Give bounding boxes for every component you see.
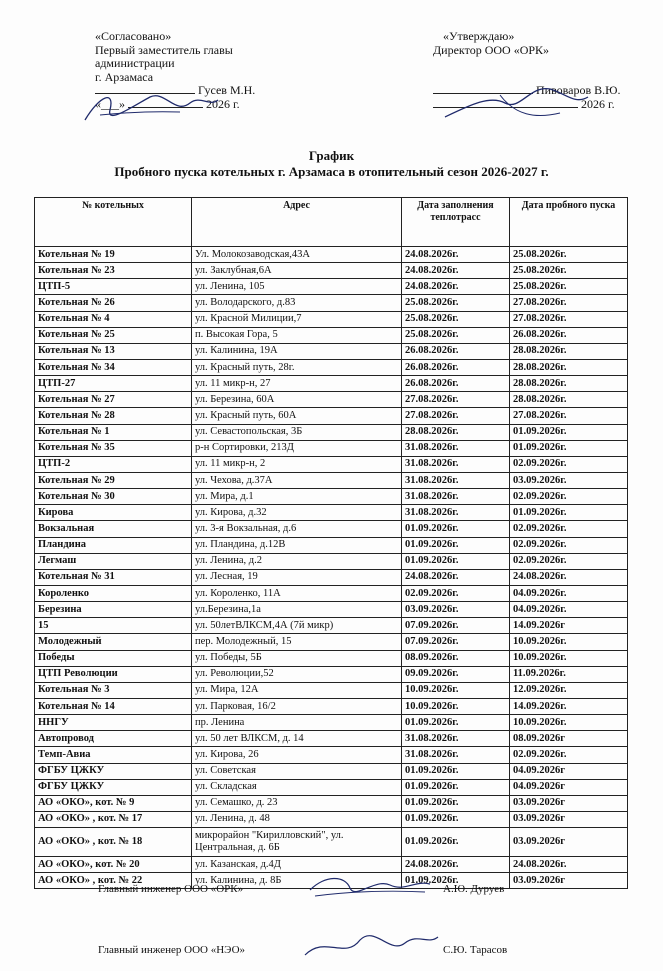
table-row xyxy=(35,456,628,472)
header-test-date: Дата пробного пуска xyxy=(510,198,628,247)
cell-fill-date: 01.09.2026г. xyxy=(402,811,510,827)
cell-boiler: Котельная № 25 xyxy=(35,327,192,343)
cell-fill-date: 24.08.2026г. xyxy=(402,569,510,585)
cell-test-date: 10.09.2026г. xyxy=(510,634,628,650)
table-row xyxy=(35,263,628,279)
cell-test-date: 01.09.2026г. xyxy=(510,424,628,440)
cell-test-date: 25.08.2026г. xyxy=(510,247,628,263)
cell-fill-date: 07.09.2026г. xyxy=(402,618,510,634)
cell-fill-date: 01.09.2026г. xyxy=(402,715,510,731)
cell-address: ул. Парковая, 16/2 xyxy=(192,698,402,714)
cell-fill-date: 09.09.2026г. xyxy=(402,666,510,682)
table-row xyxy=(35,747,628,763)
cell-test-date: 02.09.2026г. xyxy=(510,553,628,569)
cell-fill-date: 01.09.2026г. xyxy=(402,779,510,795)
approver-position-line2: администрации xyxy=(95,56,175,70)
cell-boiler: Котельная № 35 xyxy=(35,440,192,456)
cell-fill-date: 31.08.2026г. xyxy=(402,489,510,505)
cell-test-date: 02.09.2026г. xyxy=(510,747,628,763)
cell-boiler: ЦТП-2 xyxy=(35,456,192,472)
cell-test-date: 03.09.2026г xyxy=(510,811,628,827)
cell-test-date: 26.08.2026г. xyxy=(510,327,628,343)
cell-boiler: Котельная № 4 xyxy=(35,311,192,327)
cell-address: пер. Молодежный, 15 xyxy=(192,634,402,650)
cell-test-date: 02.09.2026г. xyxy=(510,521,628,537)
cell-boiler: АО «ОКО», кот. № 20 xyxy=(35,857,192,873)
table-row xyxy=(35,650,628,666)
table-row xyxy=(35,279,628,295)
cell-test-date: 03.09.2026г xyxy=(510,795,628,811)
cell-fill-date: 10.09.2026г. xyxy=(402,698,510,714)
cell-address: ул. Ленина, 105 xyxy=(192,279,402,295)
table-row xyxy=(35,408,628,424)
cell-fill-date: 03.09.2026г. xyxy=(402,602,510,618)
table-row xyxy=(35,376,628,392)
cell-address: ул. Красный путь, 60А xyxy=(192,408,402,424)
table-row xyxy=(35,537,628,553)
cell-test-date: 25.08.2026г. xyxy=(510,279,628,295)
cell-fill-date: 26.08.2026г. xyxy=(402,376,510,392)
cell-address: ул. Складская xyxy=(192,779,402,795)
signature-footer-2 xyxy=(300,925,440,965)
table-row xyxy=(35,715,628,731)
cell-test-date: 02.09.2026г. xyxy=(510,537,628,553)
cell-boiler: Котельная № 23 xyxy=(35,263,192,279)
cell-test-date: 01.09.2026г. xyxy=(510,440,628,456)
cell-test-date: 14.09.2026г. xyxy=(510,698,628,714)
table-row xyxy=(35,585,628,601)
cell-test-date: 04.09.2026г xyxy=(510,763,628,779)
cell-test-date: 10.09.2026г. xyxy=(510,650,628,666)
signature-right xyxy=(440,75,590,125)
cell-fill-date: 26.08.2026г. xyxy=(402,343,510,359)
cell-address: ул. Чехова, д.37А xyxy=(192,472,402,488)
director-position: Директор ООО «ОРК» xyxy=(433,42,550,57)
table-row xyxy=(35,295,628,311)
cell-test-date: 27.08.2026г. xyxy=(510,295,628,311)
table-row xyxy=(35,327,628,343)
footer-role-neo: Главный инженер ООО «НЭО» xyxy=(98,944,246,956)
cell-test-date: 03.09.2026г. xyxy=(510,472,628,488)
page-subtitle: Пробного пуска котельных г. Арзамаса в отопительный сезон 2026-2027 г. xyxy=(114,164,549,179)
approval-date-year: 2026 г. xyxy=(206,96,240,111)
cell-boiler: Легмаш xyxy=(35,553,192,569)
cell-test-date: 28.08.2026г. xyxy=(510,343,628,359)
cell-address: микрорайон "Кирилловский", ул. Центральная, д. 6Б xyxy=(192,828,402,857)
cell-test-date: 28.08.2026г. xyxy=(510,376,628,392)
cell-fill-date: 01.09.2026г. xyxy=(402,553,510,569)
page-title: График xyxy=(308,148,355,163)
cell-address: ул. Кирова, 26 xyxy=(192,747,402,763)
table-row xyxy=(35,666,628,682)
cell-test-date: 28.08.2026г. xyxy=(510,359,628,375)
cell-fill-date: 02.09.2026г. xyxy=(402,585,510,601)
cell-test-date: 10.09.2026г. xyxy=(510,715,628,731)
table-row xyxy=(35,731,628,747)
cell-address: ул. 3-я Вокзальная, д.6 xyxy=(192,521,402,537)
cell-test-date: 03.09.2026г xyxy=(510,828,628,857)
table-row xyxy=(35,489,628,505)
cell-fill-date: 01.09.2026г. xyxy=(402,537,510,553)
cell-address: ул. Короленко, 11А xyxy=(192,585,402,601)
cell-address: ул. Семашко, д. 23 xyxy=(192,795,402,811)
table-row xyxy=(35,811,628,827)
cell-test-date: 12.09.2026г. xyxy=(510,682,628,698)
cell-boiler: Победы xyxy=(35,650,192,666)
cell-boiler: Молодежный xyxy=(35,634,192,650)
cell-address: ул. Кирова, д.32 xyxy=(192,505,402,521)
cell-address: ул. Володарского, д.83 xyxy=(192,295,402,311)
approver-position: Первый заместитель главы xyxy=(95,42,233,57)
cell-boiler: Короленко xyxy=(35,585,192,601)
cell-address: ул. 50 лет ВЛКСМ, д. 14 xyxy=(192,731,402,747)
cell-boiler: АО «ОКО», кот. № 9 xyxy=(35,795,192,811)
table-row xyxy=(35,779,628,795)
cell-address: ул. Ленина, д. 48 xyxy=(192,811,402,827)
header-fill-date: Дата заполнения теплотрасс xyxy=(402,198,510,247)
table-row xyxy=(35,505,628,521)
cell-fill-date: 24.08.2026г. xyxy=(402,279,510,295)
cell-boiler: Котельная № 1 xyxy=(35,424,192,440)
header-boiler: № котельных xyxy=(35,198,192,247)
cell-boiler: ННГУ xyxy=(35,715,192,731)
cell-test-date: 04.09.2026г. xyxy=(510,602,628,618)
cell-boiler: АО «ОКО» , кот. № 18 xyxy=(35,828,192,857)
cell-boiler: Котельная № 3 xyxy=(35,682,192,698)
cell-address: ул. 11 микр-н, 2 xyxy=(192,456,402,472)
cell-boiler: ФГБУ ЦЖКУ xyxy=(35,763,192,779)
cell-fill-date: 26.08.2026г. xyxy=(402,359,510,375)
cell-fill-date: 10.09.2026г. xyxy=(402,682,510,698)
approver-city: г. Арзамаса xyxy=(95,69,154,84)
cell-boiler: Кирова xyxy=(35,505,192,521)
cell-test-date: 27.08.2026г. xyxy=(510,408,628,424)
table-row xyxy=(35,618,628,634)
cell-address: ул. Калинина, 19А xyxy=(192,343,402,359)
cell-address: ул. Советская xyxy=(192,763,402,779)
table-row xyxy=(35,553,628,569)
cell-boiler: 15 xyxy=(35,618,192,634)
cell-fill-date: 31.08.2026г. xyxy=(402,747,510,763)
cell-address: ул. Калинина, д. 8Б xyxy=(192,873,402,889)
table-row xyxy=(35,359,628,375)
cell-boiler: АО «ОКО» , кот. № 17 xyxy=(35,811,192,827)
cell-boiler: Березина xyxy=(35,602,192,618)
table-row xyxy=(35,472,628,488)
cell-fill-date: 24.08.2026г. xyxy=(402,247,510,263)
cell-address: ул. 11 микр-н, 27 xyxy=(192,376,402,392)
cell-address: ул. Ленина, д.2 xyxy=(192,553,402,569)
cell-boiler: ЦТП Революции xyxy=(35,666,192,682)
cell-fill-date: 01.09.2026г. xyxy=(402,873,510,889)
cell-fill-date: 01.09.2026г. xyxy=(402,828,510,857)
cell-address: ул. 50летВЛКСМ,4А (7й микр) xyxy=(192,618,402,634)
cell-boiler: Котельная № 29 xyxy=(35,472,192,488)
cell-address: ул. Казанская, д.4Д xyxy=(192,857,402,873)
table-row xyxy=(35,424,628,440)
cell-test-date: 08.09.2026г xyxy=(510,731,628,747)
cell-test-date: 03.09.2026г xyxy=(510,873,628,889)
table-row xyxy=(35,698,628,714)
table-row xyxy=(35,440,628,456)
table-header-row xyxy=(35,198,628,247)
director-name: Пивоваров В.Ю. xyxy=(536,83,621,97)
cell-fill-date: 01.09.2026г. xyxy=(402,763,510,779)
cell-boiler: ЦТП-5 xyxy=(35,279,192,295)
cell-test-date: 24.08.2026г. xyxy=(510,569,628,585)
cell-boiler: Пландина xyxy=(35,537,192,553)
cell-boiler: Котельная № 34 xyxy=(35,359,192,375)
table-row xyxy=(35,828,628,857)
cell-address: ул. Мира, д.1 xyxy=(192,489,402,505)
table-row xyxy=(35,343,628,359)
cell-test-date: 25.08.2026г. xyxy=(510,263,628,279)
cell-fill-date: 31.08.2026г. xyxy=(402,440,510,456)
cell-test-date: 02.09.2026г. xyxy=(510,489,628,505)
cell-address: ул. Севастопольская, 3Б xyxy=(192,424,402,440)
cell-fill-date: 31.08.2026г. xyxy=(402,456,510,472)
cell-fill-date: 28.08.2026г. xyxy=(402,424,510,440)
approval-label: «Согласовано» xyxy=(95,29,172,43)
cell-boiler: Котельная № 14 xyxy=(35,698,192,714)
table-row xyxy=(35,682,628,698)
cell-address: ул. Лесная, 19 xyxy=(192,569,402,585)
table-row xyxy=(35,521,628,537)
signature-footer-1 xyxy=(305,870,435,905)
cell-test-date: 28.08.2026г. xyxy=(510,392,628,408)
cell-fill-date: 25.08.2026г. xyxy=(402,311,510,327)
cell-fill-date: 31.08.2026г. xyxy=(402,505,510,521)
table-row xyxy=(35,247,628,263)
cell-boiler: Котельная № 13 xyxy=(35,343,192,359)
cell-test-date: 02.09.2026г. xyxy=(510,456,628,472)
cell-address: р-н Сортировки, 213Д xyxy=(192,440,402,456)
cell-address: пр. Ленина xyxy=(192,715,402,731)
cell-boiler: Котельная № 27 xyxy=(35,392,192,408)
table-row xyxy=(35,634,628,650)
approval-date-day: «___» xyxy=(95,96,125,111)
cell-fill-date: 27.08.2026г. xyxy=(402,408,510,424)
cell-address: ул. Заклубная,6А xyxy=(192,263,402,279)
cell-address: Ул. Молокозаводская,43А xyxy=(192,247,402,263)
cell-fill-date: 25.08.2026г. xyxy=(402,295,510,311)
cell-address: ул. Красной Милиции,7 xyxy=(192,311,402,327)
cell-test-date: 24.08.2026г. xyxy=(510,857,628,873)
table-row xyxy=(35,569,628,585)
cell-boiler: АО «ОКО» , кот. № 22 xyxy=(35,873,192,889)
header-address: Адрес xyxy=(192,198,402,247)
table-row xyxy=(35,795,628,811)
cell-boiler: Котельная № 26 xyxy=(35,295,192,311)
cell-test-date: 04.09.2026г. xyxy=(510,585,628,601)
director-date-year: 2026 г. xyxy=(581,96,615,111)
cell-test-date: 01.09.2026г. xyxy=(510,505,628,521)
footer-name-ork: А.Ю. Дуруев xyxy=(443,883,505,895)
cell-boiler: Котельная № 30 xyxy=(35,489,192,505)
cell-fill-date: 08.09.2026г. xyxy=(402,650,510,666)
cell-address: п. Высокая Гора, 5 xyxy=(192,327,402,343)
cell-test-date: 11.09.2026г. xyxy=(510,666,628,682)
cell-address: ул. Пландина, д.12В xyxy=(192,537,402,553)
cell-address: ул. Победы, 5Б xyxy=(192,650,402,666)
schedule-table xyxy=(34,197,628,889)
cell-boiler: ЦТП-27 xyxy=(35,376,192,392)
cell-fill-date: 24.08.2026г. xyxy=(402,857,510,873)
cell-boiler: Котельная № 19 xyxy=(35,247,192,263)
confirm-label: «Утверждаю» xyxy=(443,29,515,43)
cell-boiler: Котельная № 28 xyxy=(35,408,192,424)
cell-test-date: 04.09.2026г xyxy=(510,779,628,795)
cell-address: ул.Березина,1а xyxy=(192,602,402,618)
table-row xyxy=(35,311,628,327)
cell-address: ул. Мира, 12А xyxy=(192,682,402,698)
cell-address: ул. Революции,52 xyxy=(192,666,402,682)
cell-test-date: 27.08.2026г. xyxy=(510,311,628,327)
cell-fill-date: 31.08.2026г. xyxy=(402,731,510,747)
table-row xyxy=(35,602,628,618)
table-row xyxy=(35,392,628,408)
cell-address: ул. Березина, 60А xyxy=(192,392,402,408)
approver-name: Гусев М.Н. xyxy=(198,83,256,97)
table-row xyxy=(35,763,628,779)
cell-fill-date: 07.09.2026г. xyxy=(402,634,510,650)
cell-fill-date: 27.08.2026г. xyxy=(402,392,510,408)
cell-boiler: Автопровод xyxy=(35,731,192,747)
cell-fill-date: 25.08.2026г. xyxy=(402,327,510,343)
cell-fill-date: 31.08.2026г. xyxy=(402,472,510,488)
cell-boiler: ФГБУ ЦЖКУ xyxy=(35,779,192,795)
signature-left xyxy=(80,85,220,130)
footer-name-neo: С.Ю. Тарасов xyxy=(443,944,508,956)
cell-test-date: 14.09.2026г xyxy=(510,618,628,634)
cell-boiler: Темп-Авиа xyxy=(35,747,192,763)
cell-boiler: Вокзальная xyxy=(35,521,192,537)
cell-fill-date: 01.09.2026г. xyxy=(402,795,510,811)
cell-fill-date: 01.09.2026г. xyxy=(402,521,510,537)
cell-address: ул. Красный путь, 28г. xyxy=(192,359,402,375)
cell-boiler: Котельная № 31 xyxy=(35,569,192,585)
footer-role-ork: Главный инженер ООО «ОРК» xyxy=(98,883,244,895)
cell-fill-date: 24.08.2026г. xyxy=(402,263,510,279)
